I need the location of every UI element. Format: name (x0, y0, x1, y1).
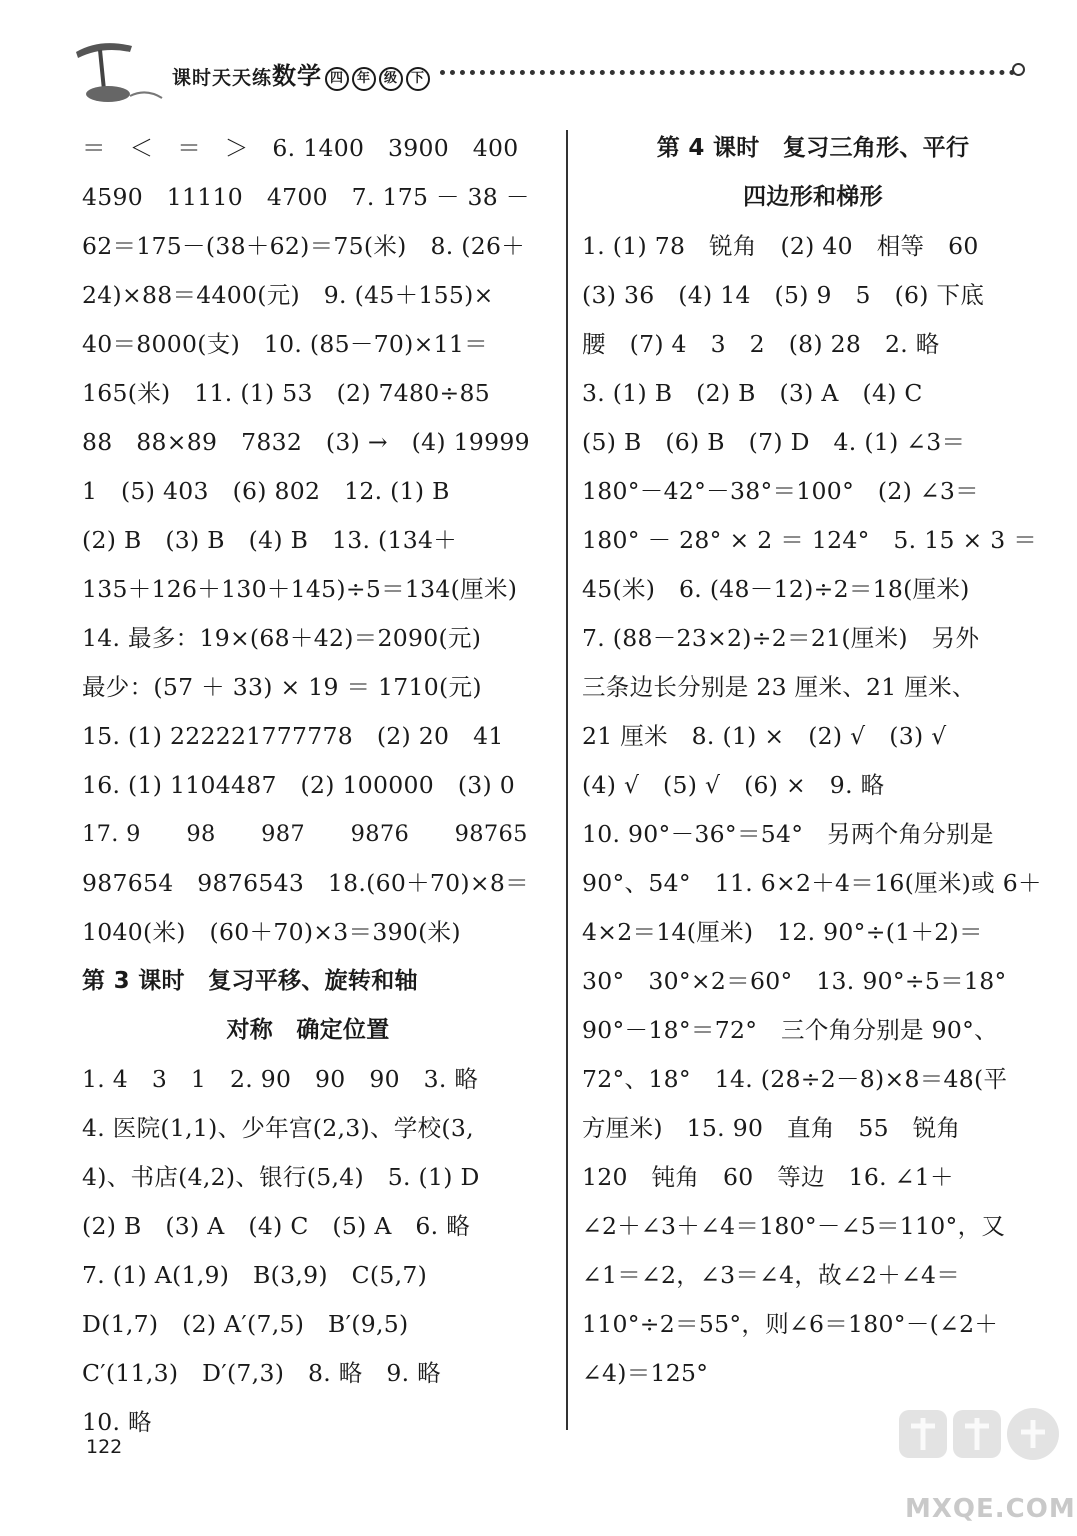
grade-badge: 级 (379, 67, 403, 91)
answer-line: D(1,7) (2) A′(7,5) B′(9,5) (82, 1310, 409, 1338)
answer-line: 110°÷2＝55°，则∠6＝180°－(∠2＋ (582, 1310, 999, 1338)
answer-line: 4)、书店(4,2)、银行(5,4) 5. (1) D (82, 1163, 480, 1191)
answer-line: (3) 36 (4) 14 (5) 9 5 (6) 下底 (582, 281, 985, 309)
answer-line: 40＝8000(支) 10. (85－70)×11＝ (82, 330, 488, 358)
answer-line: (4) √ (5) √ (6) × 9. 略 (582, 771, 885, 799)
title-prefix: 课时天天练 (172, 67, 273, 89)
page-number: 122 (86, 1436, 123, 1458)
answer-line: 1040(米) (60＋70)×3＝390(米) (82, 918, 461, 946)
answer-line: 10. 略 (82, 1408, 152, 1436)
left-column (82, 124, 534, 1447)
grade-badge: 年 (352, 67, 376, 91)
answer-line: 165(米) 11. (1) 53 (2) 7480÷85 (82, 379, 491, 407)
answer-line: 180° － 28° × 2 ＝ 124° 5. 15 × 3 ＝ (582, 526, 1038, 554)
answer-line: 30° 30°×2＝60° 13. 90°÷5＝18° (582, 967, 1007, 995)
answer-line: 62＝175－(38＋62)＝75(米) 8. (26＋ (82, 232, 526, 260)
answer-line: 7. (88－23×2)÷2＝21(厘米) 另外 (582, 624, 980, 652)
answer-line: 180°－42°－38°＝100° (2) ∠3＝ (582, 477, 979, 505)
answer-line: C′(11,3) D′(7,3) 8. 略 9. 略 (82, 1359, 441, 1387)
answer-line: 1. (1) 78 锐角 (2) 40 相等 60 (582, 232, 979, 260)
answer-line: 腰 (7) 4 3 2 (8) 28 2. 略 (582, 330, 940, 358)
answer-line: ＝ ＜ ＝ ＞ 6. 1400 3900 400 (82, 134, 519, 162)
answer-line: (5) B (6) B (7) D 4. (1) ∠3＝ (582, 428, 966, 456)
answer-line: 7. (1) A(1,9) B(3,9) C(5,7) (82, 1261, 428, 1289)
answer-line: 88 88×89 7832 (3) → (4) 19999 (82, 428, 530, 456)
right-column (582, 124, 1044, 1398)
answer-line: 10. 90°－36°＝54° 另两个角分别是 (582, 820, 994, 848)
answer-line: 987654 9876543 18.(60＋70)×8＝ (82, 869, 529, 897)
answer-line: 4. 医院(1,1)、少年宫(2,3)、学校(3, (82, 1114, 474, 1142)
answer-line: (2) B (3) B (4) B 13. (134＋ (82, 526, 458, 554)
watermark-logo-icon (895, 1402, 1065, 1492)
answer-line: 4×2＝14(厘米) 12. 90°÷(1＋2)＝ (582, 918, 983, 946)
answer-line: ∠1＝∠2，∠3＝∠4，故∠2＋∠4＝ (582, 1261, 961, 1289)
lesson-heading: 对称 确定位置 (226, 1017, 390, 1043)
answer-line: 最少：(57 ＋ 33) × 19 ＝ 1710(元) (82, 673, 482, 701)
answer-line: 1 (5) 403 (6) 802 12. (1) B (82, 477, 450, 505)
lesson-heading: 第 3 课时 复习平移、旋转和轴 (82, 968, 418, 994)
desk-lamp-icon (70, 38, 170, 108)
header-end-circle (1012, 63, 1025, 76)
answer-line: 21 厘米 8. (1) × (2) √ (3) √ (582, 722, 947, 750)
answer-line: 三条边长分别是 23 厘米、21 厘米、 (582, 673, 976, 701)
answer-line: 1. 4 3 1 2. 90 90 90 3. 略 (82, 1065, 479, 1093)
answer-line: 3. (1) B (2) B (3) A (4) C (582, 379, 923, 407)
answer-line: 15. (1) 222221777778 (2) 20 41 (82, 722, 504, 750)
answer-line: 4590 11110 4700 7. 175 － 38 － (82, 183, 530, 211)
answer-line: 16. (1) 1104487 (2) 100000 (3) 0 (82, 771, 516, 799)
answer-line: 17. 9 98 987 9876 98765 (82, 821, 528, 847)
column-divider (566, 130, 568, 1430)
grade-badge: 四 (325, 67, 349, 91)
answer-line: 方厘米) 15. 90 直角 55 锐角 (582, 1114, 961, 1142)
answer-line: 90°－18°＝72° 三个角分别是 90°、 (582, 1016, 998, 1044)
answer-line: 24)×88＝4400(元) 9. (45＋155)× (82, 281, 494, 309)
answer-line: 135＋126＋130＋145)÷5＝134(厘米) (82, 575, 518, 603)
page-header (0, 0, 1077, 118)
answer-line: ∠2＋∠3＋∠4＝180°－∠5＝110°，又 (582, 1212, 1006, 1240)
answer-line: 120 钝角 60 等边 16. ∠1＋ (582, 1163, 954, 1191)
title-subject: 数学 (272, 62, 323, 90)
watermark-url: MXQE.COM (905, 1494, 1076, 1524)
answer-line: ∠4)＝125° (582, 1359, 709, 1387)
lesson-heading: 第 4 课时 复习三角形、平行 (656, 135, 970, 161)
answer-line: 45(米) 6. (48－12)÷2＝18(厘米) (582, 575, 970, 603)
volume-badge: 下 (406, 67, 430, 91)
answer-line: 90°、54° 11. 6×2＋4＝16(厘米)或 6＋ (582, 869, 1042, 897)
book-title (172, 56, 430, 91)
header-dotted-rule (440, 70, 1015, 75)
answer-line: 72°、18° 14. (28÷2－8)×8＝48(平 (582, 1065, 1008, 1093)
lesson-heading: 四边形和梯形 (743, 184, 883, 210)
answer-line: (2) B (3) A (4) C (5) A 6. 略 (82, 1212, 471, 1240)
answer-line: 14. 最多：19×(68＋42)＝2090(元) (82, 624, 482, 652)
